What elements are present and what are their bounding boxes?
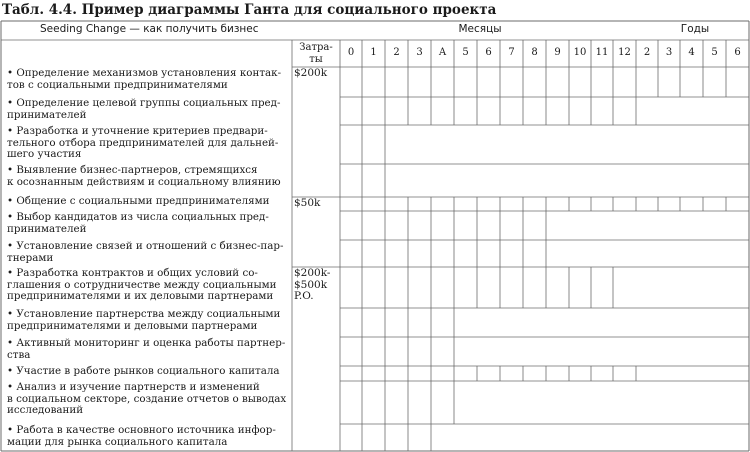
column-number-6: 6 [485,47,492,58]
column-number-2: 2 [393,47,400,58]
task-label: принимателей [7,222,87,235]
task-label: • Разработка контрактов и общих условий со- [7,267,258,279]
column-number-8: 8 [531,47,538,58]
task-label: тов с социальными предпринимателями [7,78,228,91]
column-number-1: 1 [370,47,377,58]
task-label: • Анализ и изучение партнерств и изменений [7,381,260,393]
column-number-6: 6 [734,47,741,58]
task-label: • Определение целевой группы социальных пред- [7,97,281,109]
cost-value: $200k [294,67,328,79]
task-label: ства [7,348,31,361]
column-number-5: 5 [462,47,469,58]
cost-value: P.O. [294,290,314,303]
column-number-3: 3 [416,47,423,58]
column-number-10: 10 [573,47,587,58]
task-label: • Работа в качестве основного источника инфор- [7,424,276,436]
task-label: • Выбор кандидатов из числа социальных пред- [7,211,269,223]
column-number-12: 12 [618,47,631,58]
task-label: • Определение механизмов установления контак- [7,67,282,79]
task-label: • Общение с социальными предпринимателями [7,195,270,207]
task-label: глашения о сотрудничестве между социальными [7,278,277,291]
task-label: • Активный мониторинг и оценка работы партнер- [7,337,286,349]
task-label: принимателей [7,108,87,121]
task-label: предпринимателями и деловыми партнерами [7,319,258,332]
column-number-0: 0 [347,47,355,58]
task-label: исследований [7,404,84,417]
cost-value: $500k [294,278,328,291]
column-number-4: 4 [688,47,695,58]
costs-label-cont: ты [309,54,323,65]
column-number-9: 9 [554,47,561,58]
task-label: в социальном секторе, создание отчетов о выводах [7,392,287,405]
column-number-7: 7 [508,47,515,58]
task-label: мации для рынка социального капитала [7,435,228,448]
years-label: Годы [680,23,710,35]
task-label: к осознанным действиям и социальному влиянию [7,175,281,188]
task-label: тнерами [7,251,54,264]
task-label: • Участие в работе рынков социального капитала [7,365,280,377]
cost-value: $200k- [294,267,331,279]
task-label: шего участия [7,148,82,161]
table-caption: Табл. 4.4. Пример диаграммы Ганта для социального проекта [2,2,497,18]
task-label: • Установление партнерства между социальными [7,308,281,320]
column-number-3: 3 [665,47,673,58]
cost-value: $50k [294,197,321,209]
column-number-11: 11 [595,47,609,58]
activity-title: Seeding Change — как получить бизнес [40,23,259,35]
column-number-2: 2 [643,47,651,58]
task-label: предпринимателями и их деловыми партнерами [7,290,274,303]
task-label: • Выявление бизнес-партнеров, стремящихся [7,164,258,176]
task-label: тельного отбора предпринимателей для дальней- [7,136,279,149]
column-number-А: А [438,47,447,58]
task-label: • Разработка и уточнение критериев предвари- [7,125,268,137]
column-number-5: 5 [711,47,718,58]
costs-label: Затра- [299,42,333,53]
months-label: Месяцы [458,23,502,35]
task-label: • Установление связей и отношений с бизнес-пар- [7,240,284,252]
